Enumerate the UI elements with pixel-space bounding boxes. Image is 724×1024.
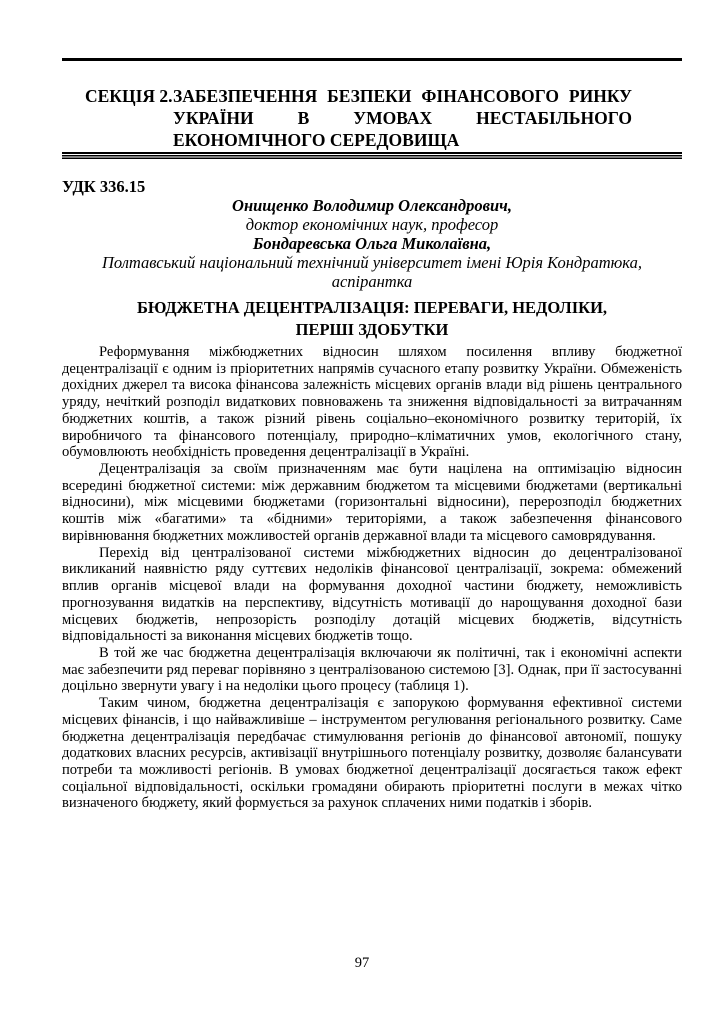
body-paragraph: Децентралізація за своїм призначенням має бути націлена на оптимізацію відносин всередині бюджетної системи: між державним бюджетом та місцевими бюджетами (вертикальні відносини), між місцевими бюджетами (горизонтальні відносини), перерозподіл бюджетних коштів між «багатими» та «бідними» територіями, а також забезпечення фінансового вирівнювання бюджетних можливостей органів державної влади та місцевого самоврядування.: [62, 461, 682, 544]
author-affiliation: Полтавський національний технічний університет імені Юрія Кондратюка,: [101, 253, 642, 272]
author-name: Бондаревська Ольга Миколаївна,: [252, 234, 492, 253]
section-title: ЗАБЕЗПЕЧЕННЯ БЕЗПЕКИ ФІНАНСОВОГО РИНКУ УКРАЇНИ В УМОВАХ НЕСТАБІЛЬНОГО ЕКОНОМІЧНОГО СЕРЕДОВИЩА: [173, 86, 632, 150]
section-number: СЕКЦІЯ 2.: [85, 86, 173, 106]
top-horizontal-rule: [62, 58, 682, 61]
page-number: 97: [354, 955, 370, 971]
body-paragraph: Таким чином, бюджетна децентралізація є запорукою формування ефективної системи місцевих фінансів, і що найважливіше – інструментом регулювання регіонального розвитку. Саме бюджетна децентралізація передбачає стимулювання регіонів до фінансової автономії, пошуку додаткових власних ресурсів, активізації внутрішнього потенціалу розвитку, дозволяє балансувати потреби та можливості регіонів. В умовах бюджетної децентралізації досягається також ефект соціальної відповідальності, оскільки громадяни обирають пріоритетні послуги в межах чітко визначеного бюджету, який формується за рахунок сплачених ними податків і зборів.: [62, 695, 682, 812]
article-title: БЮДЖЕТНА ДЕЦЕНТРАЛІЗАЦІЯ: ПЕРЕВАГИ, НЕДОЛІКИ, ПЕРШІ ЗДОБУТКИ: [136, 298, 608, 339]
authors-block: [62, 196, 682, 291]
body-paragraph: Реформування міжбюджетних відносин шляхом посилення впливу бюджетної децентралізації є одним із пріоритетних напрямів сучасного етапу розвитку України. Обмеженість дохідних джерел та висока фінансова залежність місцевих органів влади від рішень центрального уряду, нечіткий розподіл видаткових повноважень та зниження відповідальності за витрачанням бюджетних коштів, а також різний рівень соціально–економічного розвитку територій, їх виробничого та фінансового потенціалу, природно–кліматичних умов, екологічного стану, обумовлюють необхідність проведення децентралізації в Україні.: [62, 344, 682, 461]
triple-horizontal-rule: [62, 152, 682, 159]
section-heading: [85, 85, 632, 151]
body-paragraph: Перехід від централізованої системи міжбюджетних відносин до децентралізованої викликаний наявністю ряду суттєвих недоліків фінансової централізації, зокрема: обмежений вплив органів місцевої влади на формування доходної частини бюджету, неможливість прогнозування видатків на перспективу, відсутність мотивації до нарощування доходної бази місцевих бюджетів, непрозорість розподілу дотацій місцевих бюджетів, відсутність відповідальності за виконання місцевих бюджетів тощо.: [62, 544, 682, 645]
body-paragraph: В той же час бюджетна децентралізація включаючи як політичні, так і економічні аспекти має забезпечити ряд переваг порівняно з централізованою системою [3]. Однак, при її застосуванні доцільно звернути увагу і на недоліки цього процесу (таблиця 1).: [62, 644, 682, 695]
article-body: [62, 344, 682, 812]
author-degree: доктор економічних наук, професор: [245, 215, 499, 234]
author-role: аспірантка: [331, 272, 413, 291]
udc-label: УДК 336.15: [62, 177, 146, 196]
author-name: Онищенко Володимир Олександрович,: [232, 196, 512, 215]
page-content: [62, 0, 682, 812]
